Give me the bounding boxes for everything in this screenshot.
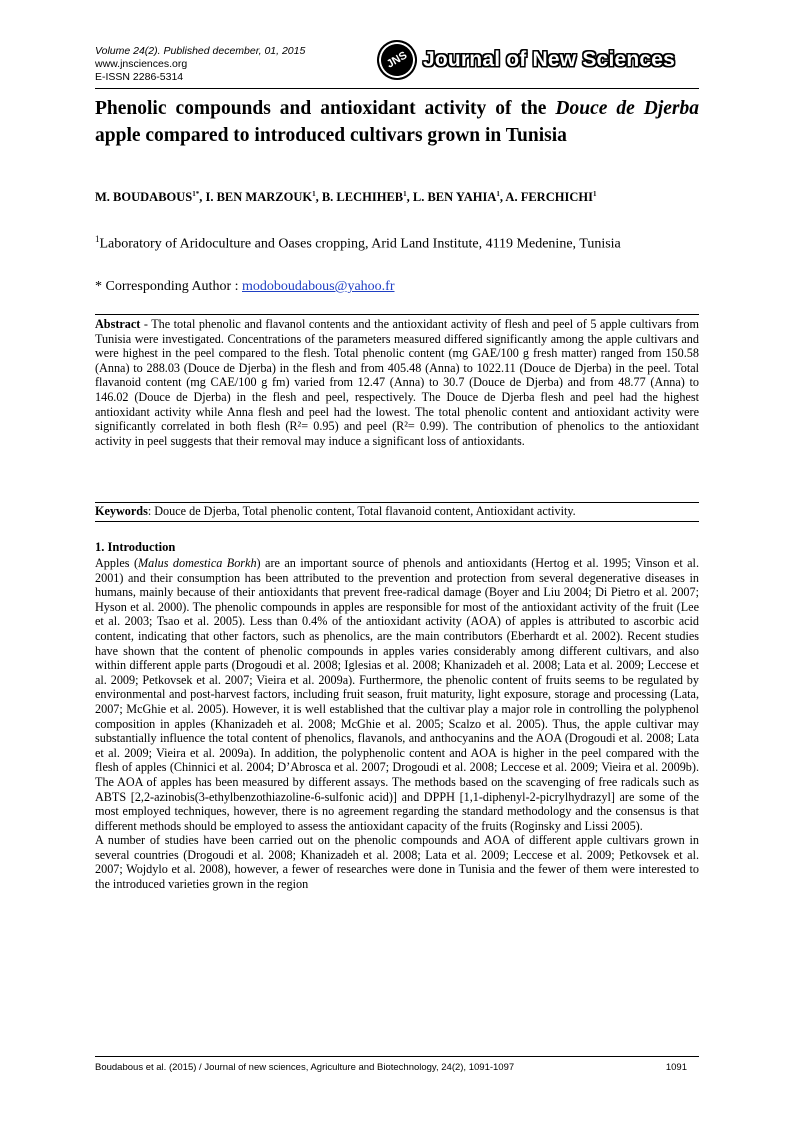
paragraph: Apples (Malus domestica Borkh) are an important source of phenols and antioxidants (Hertog et al. 1995; Vinson et al. 2001) and their consumption has been attributed to the prevention and protection from several degenerative diseases in humans, mainly because of their antioxidants that prevent free-radical damage (Boyer and Liu 2004; Di Pietro et al. 2007; Hyson et al. 2000). The phenolic compounds in apples are responsible for most of the antioxidant activity of the fruit (Lee et al. 2003; Tsao et al. 2005). Less than 0.4% of the antioxidant activity (AOA) of apples is attributed to ascorbic acid content, indicating that other factors, such as phenolics, are the main contributors (Eberhardt et al. 2002). Recent studies have shown that the content of phenolic compounds in apples varies considerably among different cultivars, and also within different apple parts (Drogoudi et al. 2008; Iglesias et al. 2008; Khanizadeh et al. 2008; Lata et al. 2009; Leccese et al. 2009; Petkovsek et al. 2007; Vieira et al. 2009a). Furthermore, the phenolic content of fruits seems to be regulated by environmental and post-harvest factors, including fruit season, fruit maturity, light exposure, storage and processing (Lata, 2007; McGhie et al. 2005). However, it is well established that the cultivar play a major role in controlling the polyphenol composition in apples (Khanizadeh et al. 2008; McGhie et al. 2005; Scalzo et al. 2005). Thus, the apple cultivar may substantially influence the total content of phenolics, flavanols, and anthocyanins and the AOA (Drogoudi et al. 2008; Lata et al. 2009; Vieira et al. 2009a). In addition, the polyphenolic content and AOA is higher in the peel compared with the flesh of apples (Chinnici et al. 2004; D’Abrosca et al. 2007; Drogoudi et al. 2008; Leccese et al. 2009; Vieira et al. 2009b). The AOA of apples has been measured by different assays. The methods based on the scavenging of free radicals such as ABTS [2,2-azinobis(3-ethylbenzothiazoline-6-sulfonic acid)] and DPPH [1,1-diphenyl-2-picrylhydrazyl] are some of the most employed techniques, however, there is no agreement regarding the standard methodology and the consensus is that different methods should be employed to assess the antioxidant capacity of the fruits (Roginsky and Lissi 2005).: [95, 556, 699, 833]
journal-name: Journal of New Sciences: [423, 48, 676, 71]
author-list: M. $BOUDABOUS^{1*}$, I. BEN MARZOUK$^1$, B. LECHIHEB$^1$, L. BEN YAHIA$^1$, A. FERCHICHI$^1$: [95, 190, 597, 205]
author: L. BEN YAHIA: [412, 190, 497, 205]
introduction-body: [95, 556, 699, 892]
header-rule: [95, 88, 699, 89]
email-link[interactable]: modoboudabous@yahoo.fr: [242, 279, 395, 294]
abstract-text: - The total phenolic and flavanol contents and the antioxidant activity of flesh and peel of 5 apple cultivars from Tunisia were investigated. Concentrations of the parameters measured differed significantly among the apple cultivars and were highest in the peel compared to the flesh. Total phenolic content (mg GAE/100 g fresh matter) ranged from 150.58 (Anna) to 288.03 (Douce de Djerba) in the flesh and from 405.48 (Anna) to 1022.11 (Douce de Djerba) in the peel. Total flavanoid content (mg CAE/100 g fm) varied from 12.47 (Anna) to 30.7 (Douce de Djerba) and from 48.77 (Anna) to 146.02 (Douce de Djerba) in the flesh and peel, respectively. The Douce de Djerba flesh and peel had the highest antioxidant activity while Anna flesh and peel had the lowest. The total phenolic content and antioxidant activity were significantly correlated in both flesh (R²= 0.95) and peel (R²= 0.99). The contribution of phenolics to the antioxidant activity in peel suggests that their removal may induce a significant loss of antioxidants.: [95, 317, 699, 448]
abstract: [95, 317, 699, 448]
page-number: 1091: [665, 1062, 687, 1073]
masthead: [95, 45, 305, 84]
jns-badge-icon: JNS: [370, 33, 425, 88]
keywords-rule: [95, 521, 699, 522]
affiliation: $^1$Laboratory of Aridoculture and Oases cropping, Arid Land Institute, 4119 Medenine, Tunisia: [95, 234, 621, 252]
eissn: E-ISSN 2286-5314: [95, 71, 184, 83]
abstract-label: Abstract: [95, 317, 141, 331]
keywords: [95, 504, 699, 519]
website-link[interactable]: www.jnsciences.org: [95, 58, 188, 70]
journal-logo: [377, 40, 675, 80]
footer-rule: [95, 1056, 699, 1057]
author: M. BOUDABOUS: [95, 190, 193, 205]
corresponding-author: * Corresponding Author : modoboudabous@yahoo.fr: [95, 279, 395, 294]
paper-title: Phenolic compounds and antioxidant activity of the Douce de Djerba apple compared to introduced cultivars grown in Tunisia: [95, 98, 699, 146]
abstract-bottom-rule: [95, 502, 699, 503]
section-heading-introduction: 1. Introduction: [95, 540, 176, 554]
volume-info: Volume 24(2). Published december, 01, 2015: [95, 45, 306, 57]
paragraph: A number of studies have been carried out on the phenolic compounds and AOA of different apple cultivars grown in several countries (Drogoudi et al. 2008; Khanizadeh et al. 2008; Lata et al. 2009; Leccese et al. 2009; Petkovsek et al. 2007; Wojdylo et al. 2008), however, a fewer of researches were done in Tunisia and the fewer of them were interested to the introduced varieties grown in the region: [95, 833, 699, 892]
author: A. FERCHICHI: [505, 190, 593, 205]
author: B. LECHIHEB: [321, 190, 404, 205]
footer-citation: Boudabous et al. (2015) / Journal of new sciences, Agriculture and Biotechnology, 24(2), 1091-1097: [95, 1062, 515, 1073]
author: I. BEN MARZOUK: [205, 190, 313, 205]
abstract-top-rule: [95, 314, 699, 315]
keywords-label: Keywords: [95, 504, 148, 518]
keywords-text: : Douce de Djerba, Total phenolic content, Total flavanoid content, Antioxidant activity.: [147, 504, 576, 518]
page-footer: [95, 1062, 699, 1073]
